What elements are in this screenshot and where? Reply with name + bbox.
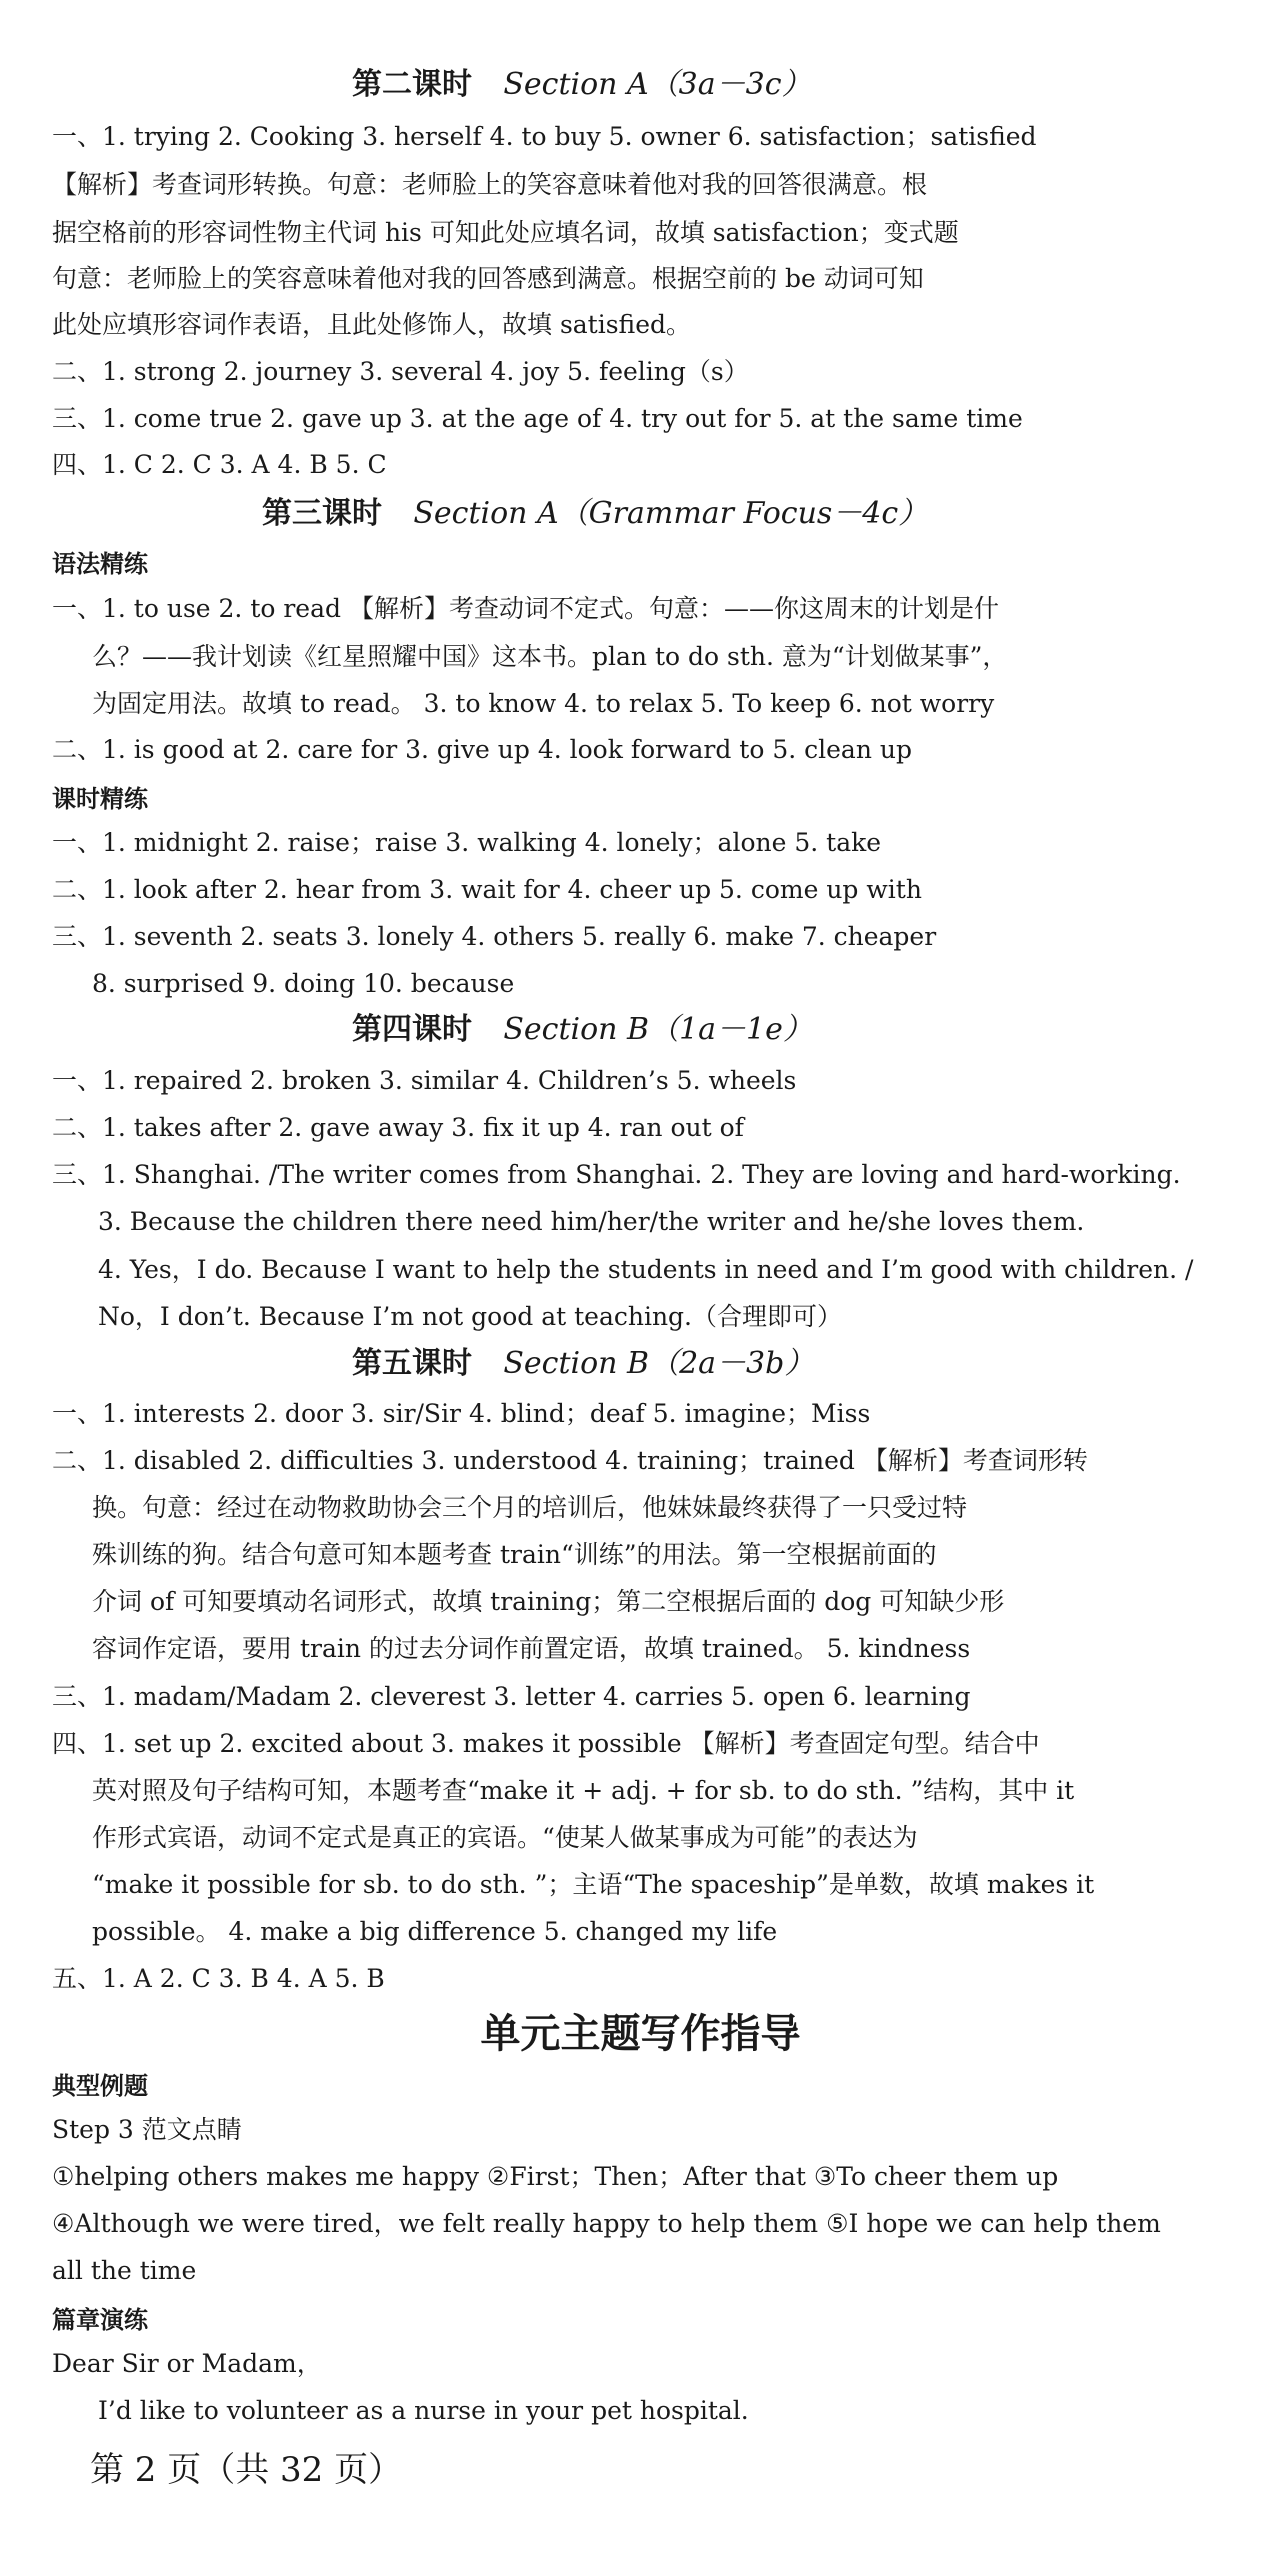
lesson-2-title: 第二课时 [352, 67, 472, 102]
s2-line-3: 据空格前的形容词性物主代词 his 可知此处应填名词，故填 satisfaction；变式题 [52, 218, 959, 247]
lesson-5-section: Section B（2a－3b） [503, 1346, 815, 1381]
s3-line-8: 8. surprised 9. doing 10. because [92, 969, 515, 998]
lesson-5-heading [352, 1345, 814, 1383]
grammar-practice-label: 语法精练 [52, 550, 148, 578]
s5-line-1: 一、1. interests 2. door 3. sir/Sir 4. blind；deaf 5. imagine；Miss [52, 1399, 871, 1428]
s2-line-1: 一、1. trying 2. Cooking 3. herself 4. to buy 5. owner 6. satisfaction；satisfied [52, 122, 1037, 151]
s3-line-1: 一、1. to use 2. to read 【解析】考查动词不定式。句意：——你这周末的计划是什 [52, 594, 999, 623]
lesson-practice-label: 课时精练 [52, 785, 148, 813]
s2-line-4: 句意：老师脸上的笑容意味着他对我的回答感到满意。根据空前的 be 动词可知 [52, 264, 924, 293]
s2-line-5: 此处应填形容词作表语，且此处修饰人，故填 satisfied。 [52, 310, 692, 339]
s3-line-5: 一、1. midnight 2. raise；raise 3. walking 4. lonely；alone 5. take [52, 828, 882, 857]
s5-line-3: 换。句意：经过在动物救助协会三个月的培训后，他妹妹最终获得了一只受过特 [92, 1493, 968, 1522]
s5-line-13: 五、1. A 2. C 3. B 4. A 5. B [52, 1964, 385, 1993]
s4-line-2: 二、1. takes after 2. gave away 3. fix it up 4. ran out of [52, 1113, 744, 1142]
s3-line-7: 三、1. seventh 2. seats 3. lonely 4. others 5. really 6. make 7. cheaper [52, 922, 937, 951]
lesson-3-heading [262, 495, 928, 533]
s3-line-6: 二、1. look after 2. hear from 3. wait for 4. cheer up 5. come up with [52, 875, 922, 904]
s2-line-2: 【解析】考查词形转换。句意：老师脸上的笑容意味着他对我的回答很满意。根 [52, 170, 928, 199]
s5-line-7: 三、1. madam/Madam 2. cleverest 3. letter 4. carries 5. open 6. learning [52, 1682, 971, 1711]
writing-step: Step 3 范文点睛 [52, 2115, 242, 2144]
s3-line-4: 二、1. is good at 2. care for 3. give up 4. look forward to 5. clean up [52, 735, 912, 764]
s5-line-8: 四、1. set up 2. excited about 3. makes it possible 【解析】考查固定句型。结合中 [52, 1729, 1040, 1758]
s5-line-4: 殊训练的狗。结合句意可知本题考查 train“训练”的用法。第一空根据前面的 [92, 1540, 937, 1569]
s2-line-6: 二、1. strong 2. journey 3. several 4. joy 5. feeling（s） [52, 357, 749, 386]
s3-line-3: 为固定用法。故填 to read。 3. to know 4. to relax 5. To keep 6. not worry [92, 689, 995, 718]
lesson-4-section: Section B（1a－1e） [503, 1012, 813, 1047]
lesson-2-heading [352, 66, 812, 104]
lesson-5-title: 第五课时 [352, 1346, 472, 1381]
s2-line-8: 四、1. C 2. C 3. A 4. B 5. C [52, 450, 387, 479]
s5-line-10: 作形式宾语，动词不定式是真正的宾语。“使某人做某事成为可能”的表达为 [92, 1823, 918, 1852]
s5-line-6: 容词作定语，要用 train 的过去分词作前置定语，故填 trained。 5. kindness [92, 1634, 971, 1663]
s3-line-2: 么？——我计划读《红星照耀中国》这本书。plan to do sth. 意为“计划做某事”， [92, 642, 1008, 671]
letter-salutation: Dear Sir or Madam， [52, 2349, 322, 2378]
writing-line-2: ④Although we were tired，we felt really happy to help them ⑤I hope we can help them [52, 2209, 1161, 2238]
lesson-3-title: 第三课时 [262, 496, 382, 531]
s5-line-12: possible。 4. make a big difference 5. changed my life [92, 1917, 778, 1946]
s5-line-9: 英对照及句子结构可知，本题考查“make it + adj. + for sb. to do sth. ”结构，其中 it [92, 1776, 1075, 1805]
chapter-practice-label: 篇章演练 [52, 2306, 148, 2334]
writing-line-3: all the time [52, 2256, 197, 2285]
s5-line-11: “make it possible for sb. to do sth. ”；主语“The spaceship”是单数，故填 makes it [92, 1870, 1095, 1899]
lesson-4-title: 第四课时 [352, 1012, 472, 1047]
s2-line-7: 三、1. come true 2. gave up 3. at the age of 4. try out for 5. at the same time [52, 404, 1023, 433]
s4-line-3: 三、1. Shanghai. /The writer comes from Shanghai. 2. They are loving and hard-working. [52, 1160, 1181, 1189]
s5-line-2: 二、1. disabled 2. difficulties 3. understood 4. training；trained 【解析】考查词形转 [52, 1446, 1088, 1475]
typical-example-label: 典型例题 [52, 2072, 148, 2100]
lesson-3-section: Section A（Grammar Focus－4c） [413, 496, 929, 531]
s4-line-5: 4. Yes，I do. Because I want to help the students in need and I’m good with children. / [98, 1255, 1194, 1284]
page-number: 第 2 页（共 32 页） [90, 2450, 403, 2490]
lesson-2-section: Section A（3a－3c） [503, 67, 812, 102]
s4-line-1: 一、1. repaired 2. broken 3. similar 4. Children’s 5. wheels [52, 1066, 797, 1095]
letter-first-line: I’d like to volunteer as a nurse in your pet hospital. [98, 2396, 749, 2425]
s4-line-4: 3. Because the children there need him/her/the writer and he/she loves them. [98, 1207, 1085, 1236]
s4-line-6: No，I don’t. Because I’m not good at teaching.（合理即可） [98, 1302, 843, 1331]
lesson-4-heading [352, 1011, 813, 1049]
s5-line-5: 介词 of 可知要填动名词形式，故填 training；第二空根据后面的 dog 可知缺少形 [92, 1587, 1005, 1616]
writing-line-1: ①helping others makes me happy ②First；Then；After that ③To cheer them up [52, 2162, 1059, 2191]
writing-guide-title: 单元主题写作指导 [480, 2010, 801, 2057]
